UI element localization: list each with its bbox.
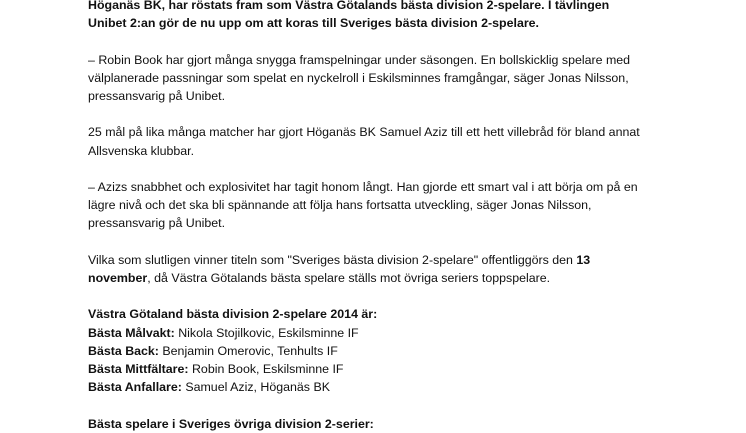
announcement-line-1: Vilka som slutligen vinner titeln som "Sveriges bästa division 2-spelare" offentliggörs den 13: [88, 252, 591, 267]
announcement-date-month: november: [88, 270, 148, 285]
quote-1-line-2: välplanerade passningar som spelat en nyckelroll i Eskilsminnes framgångar, säger Jonas Nilsson,: [88, 70, 629, 85]
quote-1-line-1: – Robin Book har gjort många snygga framspelningar under säsongen. En bollskicklig spelare med: [88, 52, 631, 67]
quote-2-line-1: – Azizs snabbhet och explosivitet har tagit honom långt. Han gjorde ett smart val i att börja om på en: [88, 179, 638, 194]
quote-2-line-3: pressansvarig på Unibet.: [88, 216, 226, 231]
intro-line-1: Höganäs BK, har röstats fram som Västra Götalands bästa division 2-spelare. I tävlingen: [88, 0, 610, 12]
award-item: Bästa Anfallare: Samuel Aziz, Höganäs BK: [88, 380, 330, 395]
announcement-line-2: november, då Västra Götalands bästa spelare ställs mot övriga seriers toppspelare.: [88, 270, 551, 285]
awards-heading: Västra Götaland bästa division 2-spelare 2014 är:: [88, 307, 378, 322]
press-release-body: [88, 0, 728, 433]
paragraph-2-line-2: Allsvenska klubbar.: [88, 143, 195, 158]
award-item: Bästa Back: Benjamin Omerovic, Tenhults IF: [88, 343, 338, 358]
intro-line-2: Unibet 2:an gör de nu upp om att koras till Sveriges bästa division 2-spelare.: [88, 16, 539, 31]
announcement-date-day: 13: [576, 252, 591, 267]
award-item: Bästa Mittfältare: Robin Book, Eskilsminne IF: [88, 361, 344, 376]
next-section-heading: Bästa spelare i Sveriges övriga division 2-serier:: [88, 416, 374, 431]
paragraph-2-line-1: 25 mål på lika många matcher har gjort Höganäs BK Samuel Aziz till ett hett villebråd för bland annat: [88, 125, 640, 140]
award-item: Bästa Målvakt: Nikola Stojilkovic, Eskilsminne IF: [88, 325, 359, 340]
quote-1-line-3: pressansvarig på Unibet.: [88, 89, 226, 103]
quote-2-line-2: lägre nivå och det ska bli spännande att följa hans fortsatta utveckling, säger Jonas Nilsson,: [88, 198, 592, 213]
